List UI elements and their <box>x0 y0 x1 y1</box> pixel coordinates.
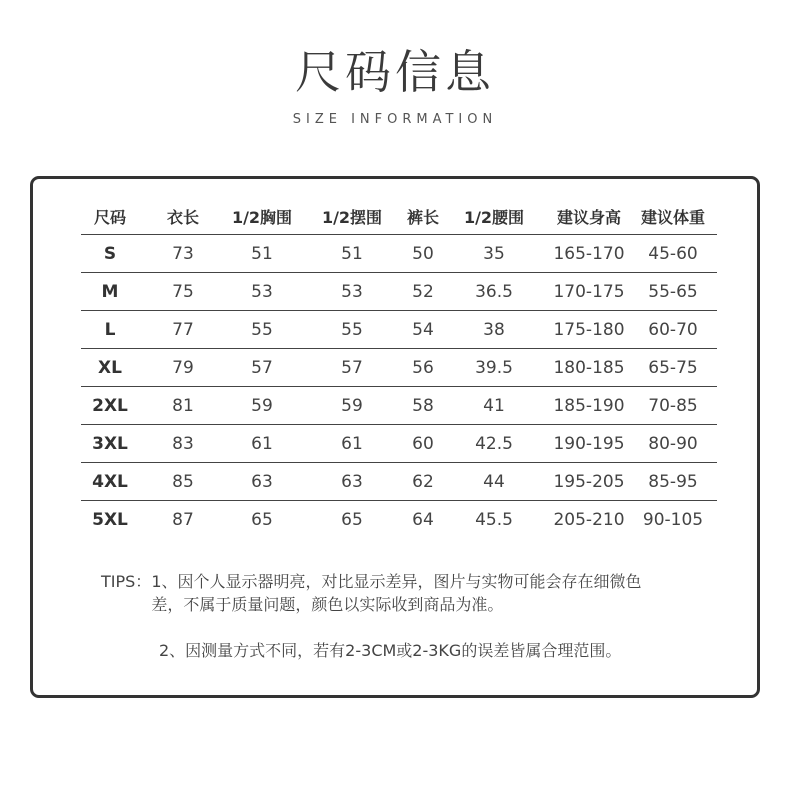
table-cell: 41 <box>439 387 549 425</box>
table-cell: 50 <box>407 235 439 273</box>
table-row <box>81 235 717 273</box>
table-cell: 36.5 <box>439 273 549 311</box>
table-cell: 73 <box>139 235 227 273</box>
table-cell: 55-65 <box>629 273 717 311</box>
header-size: 尺码 <box>81 198 139 235</box>
table-cell: 42.5 <box>439 425 549 463</box>
size-label-cell: XL <box>81 349 139 387</box>
table-cell: 195-205 <box>549 463 629 501</box>
table-cell: 170-175 <box>549 273 629 311</box>
table-row <box>81 501 717 539</box>
table-cell: 61 <box>297 425 407 463</box>
size-label-cell: 4XL <box>81 463 139 501</box>
table-row <box>81 349 717 387</box>
size-info-panel <box>30 176 760 698</box>
table-cell: 55 <box>297 311 407 349</box>
table-cell: 61 <box>227 425 297 463</box>
table-cell: 65-75 <box>629 349 717 387</box>
table-cell: 185-190 <box>549 387 629 425</box>
table-cell: 39.5 <box>439 349 549 387</box>
table-cell: 205-210 <box>553 509 625 530</box>
header-recommended-weight: 建议体重 <box>629 198 717 235</box>
header-pants-length: 裤长 <box>407 198 439 235</box>
table-cell: 55 <box>227 311 297 349</box>
table-cell: 57 <box>227 349 297 387</box>
table-cell: 63 <box>297 463 407 501</box>
table-cell: 53 <box>297 273 407 311</box>
tip-item-2: 2、因测量方式不同，若有2-3CM或2-3KG的误差皆属合理范围。 <box>159 641 622 660</box>
table-cell: 56 <box>407 349 439 387</box>
tip-item-1 <box>101 570 721 616</box>
table-cell: 45-60 <box>629 235 717 273</box>
page-subtitle: SIZE INFORMATION <box>292 112 498 127</box>
size-label-cell: L <box>81 311 139 349</box>
table-cell: 180-185 <box>549 349 629 387</box>
table-row <box>81 387 717 425</box>
table-cell: 51 <box>227 235 297 273</box>
table-cell: 190-195 <box>549 425 629 463</box>
table-cell: 87 <box>172 509 194 530</box>
table-cell: 60 <box>407 425 439 463</box>
table-cell: 44 <box>439 463 549 501</box>
table-row <box>81 273 717 311</box>
size-table-body <box>81 235 717 539</box>
table-cell: 81 <box>139 387 227 425</box>
table-cell: 59 <box>297 387 407 425</box>
table-cell: 79 <box>139 349 227 387</box>
table-cell: 59 <box>227 387 297 425</box>
size-label-cell: S <box>81 235 139 273</box>
header-half-waist: 1/2腰围 <box>439 198 549 235</box>
table-cell: 57 <box>297 349 407 387</box>
table-cell: 52 <box>407 273 439 311</box>
table-header-row <box>81 198 717 235</box>
header-recommended-height: 建议身高 <box>549 198 629 235</box>
table-cell: 62 <box>407 463 439 501</box>
header-half-chest: 1/2胸围 <box>227 198 297 235</box>
table-row <box>81 463 717 501</box>
table-row <box>81 425 717 463</box>
table-cell: 90-105 <box>642 509 704 530</box>
header-length: 衣长 <box>139 198 227 235</box>
tips-section <box>101 570 721 662</box>
page-title: 尺码信息 <box>295 45 495 99</box>
table-cell: 65 <box>341 509 363 530</box>
header-half-hem: 1/2摆围 <box>297 198 407 235</box>
size-table <box>81 198 717 538</box>
size-label-cell: 3XL <box>81 425 139 463</box>
table-cell: 83 <box>139 425 227 463</box>
table-cell: 60-70 <box>629 311 717 349</box>
size-label-cell: 5XL <box>92 509 128 530</box>
size-label-cell: 2XL <box>81 387 139 425</box>
table-cell: 80-90 <box>629 425 717 463</box>
tip-text-1: 1、因个人显示器明亮，对比显示差异，图片与实物可能会存在细微色差，不属于质量问题，颜色以实际收到商品为准。 <box>151 572 642 614</box>
table-cell: 58 <box>407 387 439 425</box>
table-cell: 85-95 <box>629 463 717 501</box>
tips-label: TIPS： <box>101 572 152 591</box>
table-row <box>81 311 717 349</box>
table-cell: 63 <box>227 463 297 501</box>
table-cell: 64 <box>412 509 434 530</box>
table-cell: 38 <box>439 311 549 349</box>
table-cell: 53 <box>227 273 297 311</box>
table-cell: 35 <box>439 235 549 273</box>
table-cell: 70-85 <box>629 387 717 425</box>
table-cell: 75 <box>139 273 227 311</box>
table-cell: 85 <box>139 463 227 501</box>
table-cell: 77 <box>139 311 227 349</box>
table-cell: 165-170 <box>549 235 629 273</box>
table-cell: 175-180 <box>549 311 629 349</box>
table-cell: 54 <box>407 311 439 349</box>
size-label-cell: M <box>81 273 139 311</box>
table-cell: 51 <box>297 235 407 273</box>
table-cell: 45.5 <box>475 509 513 530</box>
table-cell: 65 <box>251 509 273 530</box>
